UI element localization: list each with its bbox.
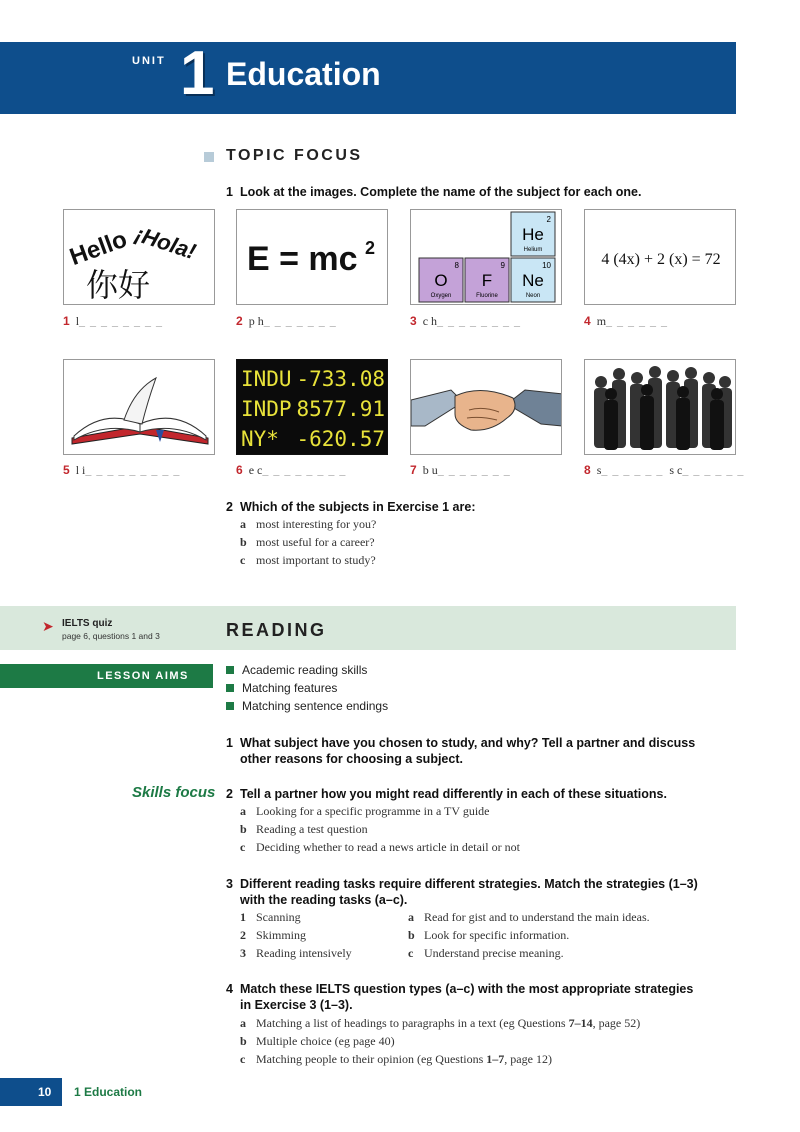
equation-text: 4 (4x) + 2 (x) = 72: [601, 251, 721, 268]
reading-question-1: 1 What subject have you chosen to study, and why? Tell a partner and discuss other reasons for choosing a subject.: [226, 736, 696, 766]
list-item: b Look for specific information.: [408, 928, 570, 942]
reading-question-2-options: [240, 802, 520, 856]
image-chemistry: [410, 209, 562, 305]
svg-text:Fluorine: Fluorine: [476, 293, 498, 299]
list-item: a Matching a list of headings to paragraphs in a text (eg Questions 7–14, page 52): [240, 1016, 641, 1030]
image-maths: [584, 209, 736, 305]
svg-text:9: 9: [500, 261, 505, 270]
svg-text:8: 8: [454, 261, 459, 270]
book-turning-page: [124, 378, 156, 424]
reading-question-2: 2 Tell a partner how you might read differently in each of these situations.: [226, 787, 667, 801]
caption-3: 3 c h_ _ _ _ _ _ _ _: [410, 314, 522, 328]
ticker-2-label: INDP: [241, 397, 292, 421]
list-item: c Deciding whether to read a news article in detail or not: [240, 840, 520, 854]
nihao-text: 你好: [86, 266, 151, 304]
list-item: c most important to study?: [240, 553, 376, 567]
page-number: 10: [38, 1085, 52, 1099]
caption-8: 8 s_ _ _ _ _ _ s c_ _ _ _ _ _: [584, 463, 745, 477]
caption-6: 6 e c_ _ _ _ _ _ _ _: [236, 463, 347, 477]
image-sociology-crowd: [584, 359, 736, 455]
strategies-list: [240, 908, 352, 962]
svg-text:Oxygen: Oxygen: [430, 293, 452, 299]
topic-focus-title: TOPIC FOCUS: [226, 147, 363, 164]
hands: [455, 390, 515, 430]
caption-5: 5 l i_ _ _ _ _ _ _ _ _: [63, 463, 181, 477]
list-item: c Understand precise meaning.: [408, 946, 564, 960]
hello-text: Hello: [66, 225, 131, 272]
image-physics: [236, 209, 388, 305]
caption-4: 4 m_ _ _ _ _ _: [584, 314, 669, 328]
emc-superscript: 2: [365, 238, 376, 258]
list-item: a Read for gist and to understand the main ideas.: [408, 910, 650, 924]
unit-title: Education: [226, 56, 381, 92]
list-item: c Matching people to their opinion (eg Questions 1–7, page 12): [240, 1052, 552, 1066]
list-item: a Looking for a specific programme in a TV guide: [240, 804, 490, 818]
list-item: a most interesting for you?: [240, 517, 377, 531]
svg-text:10: 10: [542, 261, 551, 270]
list-item: b most useful for a career?: [240, 535, 375, 549]
svg-text:Neon: Neon: [525, 293, 541, 299]
exercise-2-options: [240, 515, 376, 569]
aim-item: Academic reading skills: [226, 663, 367, 677]
section-bullet: [204, 152, 214, 162]
image-business-handshake: [410, 359, 562, 455]
exercise-1-question: 1 Look at the images. Complete the name of the subject for each one.: [226, 185, 642, 199]
caption-1: 1 l_ _ _ _ _ _ _ _: [63, 314, 164, 328]
image-economics-ticker: [236, 359, 388, 455]
question-types-list: [240, 1014, 640, 1068]
svg-text:2: 2: [546, 215, 551, 224]
svg-text:He: He: [522, 225, 544, 244]
reading-question-3: 3 Different reading tasks require different strategies. Match the strategies (1–3) with the reading tasks (a–c).: [226, 877, 698, 907]
list-item: 1 Scanning: [240, 910, 301, 924]
image-languages: [63, 209, 215, 305]
svg-text:O: O: [434, 271, 448, 290]
ielts-quiz-title: IELTS quiz: [62, 618, 113, 629]
reading-question-4: 4 Match these IELTS question types (a–c) with the most appropriate strategies in Exercise 3 (1–3).: [226, 982, 694, 1012]
list-item: 2 Skimming: [240, 928, 307, 942]
hola-text: ¡Hola!: [132, 221, 200, 265]
ticker-3-label: NY*: [241, 427, 279, 451]
ticker-1-label: INDU: [241, 367, 292, 391]
skills-focus-label: Skills focus: [132, 784, 216, 801]
list-item: b Reading a test question: [240, 822, 368, 836]
aim-item: Matching sentence endings: [226, 699, 388, 713]
unit-label: UNIT: [132, 55, 166, 67]
ticker-1-value: -733.08: [296, 367, 385, 391]
tasks-list: [408, 908, 650, 962]
footer-title: 1 Education: [74, 1085, 143, 1099]
list-item: b Multiple choice (eg page 40): [240, 1034, 395, 1048]
image-literature-book: [63, 359, 215, 455]
caption-7: 7 b u_ _ _ _ _ _ _: [410, 463, 511, 477]
quiz-arrow-icon: ➤: [42, 618, 54, 634]
footer-page-box: [0, 1078, 62, 1106]
caption-2: 2 p h_ _ _ _ _ _ _: [236, 314, 337, 328]
exercise-2-question: 2 Which of the subjects in Exercise 1 are:: [226, 500, 476, 514]
emc-text: E = mc: [247, 240, 358, 278]
unit-number: 1: [180, 39, 215, 108]
aim-item: Matching features: [226, 681, 337, 695]
reading-title: READING: [226, 620, 327, 640]
svg-text:F: F: [481, 271, 493, 290]
svg-text:Helium: Helium: [523, 247, 543, 253]
ielts-quiz-ref: page 6, questions 1 and 3: [62, 631, 160, 641]
svg-text:Ne: Ne: [522, 271, 544, 290]
ticker-2-value: 8577.91: [296, 397, 385, 421]
lesson-aims-label: LESSON AIMS: [97, 670, 189, 682]
ticker-3-value: -620.57: [296, 427, 385, 451]
list-item: 3 Reading intensively: [240, 946, 352, 960]
